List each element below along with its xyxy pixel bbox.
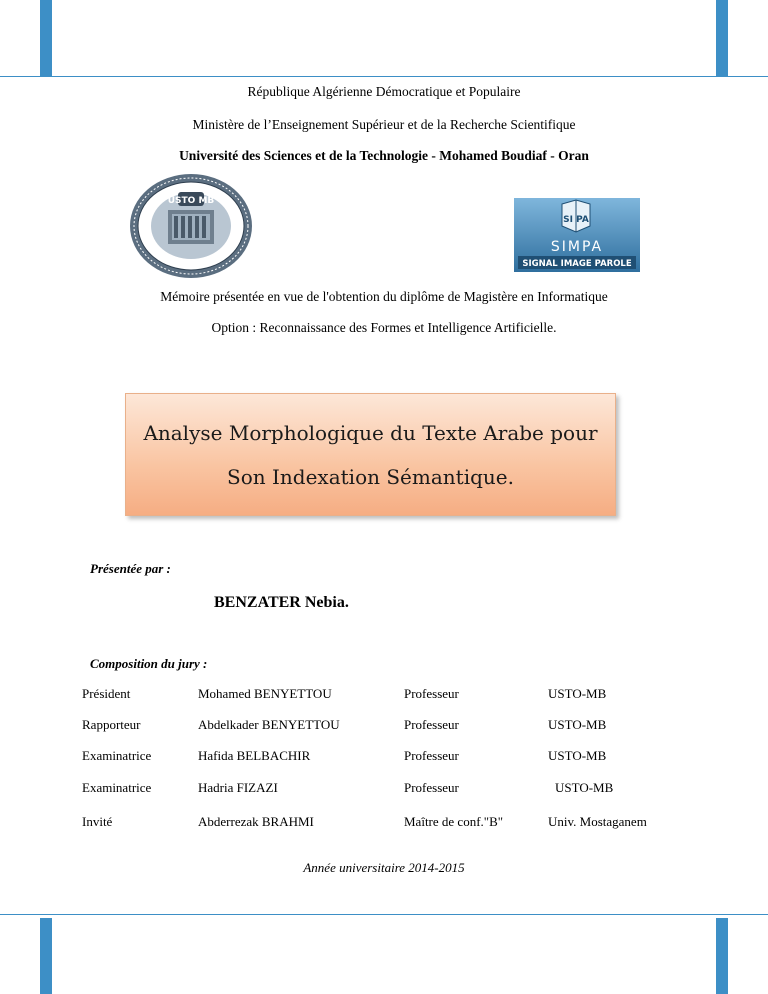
jury-name: Abderrezak BRAHMI: [198, 814, 314, 829]
jury-rank: Professeur: [404, 780, 459, 795]
frame-line-bottom: [0, 914, 768, 915]
jury-row: [0, 814, 768, 834]
simpa-logo: [514, 198, 640, 272]
jury-rank: Professeur: [404, 717, 459, 732]
jury-row: [0, 717, 768, 737]
jury-institution: USTO-MB: [548, 748, 607, 763]
jury-institution: USTO-MB: [548, 717, 607, 732]
jury-role: Examinatrice: [82, 748, 152, 763]
jury-name: Abdelkader BENYETTOU: [198, 717, 340, 732]
svg-text:SIMPA: SIMPA: [550, 239, 604, 255]
header-university: Université des Sciences et de la Technologie - Mohamed Boudiaf - Oran: [179, 148, 589, 163]
svg-text:SIGNAL IMAGE PAROLE: SIGNAL IMAGE PAROLE: [522, 259, 632, 269]
thesis-title-line1: Analyse Morphologique du Texte Arabe pour: [143, 420, 598, 445]
jury-row: [0, 686, 768, 706]
jury-role: Rapporteur: [82, 717, 141, 732]
jury-name: Hafida BELBACHIR: [198, 748, 311, 763]
jury-institution: USTO-MB: [555, 780, 614, 795]
jury-rank: Professeur: [404, 748, 459, 763]
jury-rank: Maître de conf."B": [404, 814, 504, 829]
frame-bar-top-right: [716, 0, 728, 76]
jury-row: [0, 780, 768, 800]
thesis-option: Option : Reconnaissance des Formes et Intelligence Artificielle.: [211, 320, 557, 335]
svg-text:SI PA: SI PA: [563, 215, 589, 225]
svg-text:USTO MB: USTO MB: [167, 196, 215, 206]
header-republic: République Algérienne Démocratique et Populaire: [247, 84, 521, 99]
presenter-name: BENZATER Nebia.: [214, 594, 349, 611]
thesis-purpose: Mémoire présentée en vue de l'obtention du diplôme de Magistère en Informatique: [160, 289, 608, 304]
academic-year: Année universitaire 2014-2015: [303, 860, 465, 875]
jury-institution: USTO-MB: [548, 686, 607, 701]
usto-logo: [128, 172, 254, 280]
jury-row: [0, 748, 768, 768]
jury-institution: Univ. Mostaganem: [548, 814, 647, 829]
frame-bar-bottom-left: [40, 918, 52, 994]
jury-role: Invité: [82, 814, 113, 829]
jury-name: Hadria FIZAZI: [198, 780, 278, 795]
frame-line-top: [0, 76, 768, 77]
jury-role: Président: [82, 686, 131, 701]
thesis-title-box: [125, 393, 616, 516]
jury-rank: Professeur: [404, 686, 459, 701]
frame-bar-bottom-right: [716, 918, 728, 994]
frame-bar-top-left: [40, 0, 52, 76]
jury-label: Composition du jury :: [90, 656, 208, 671]
jury-name: Mohamed BENYETTOU: [198, 686, 332, 701]
header-ministry: Ministère de l’Enseignement Supérieur et de la Recherche Scientifique: [192, 117, 576, 132]
jury-role: Examinatrice: [82, 780, 152, 795]
presented-by-label: Présentée par :: [90, 561, 171, 576]
thesis-title-line2: Son Indexation Sémantique.: [227, 464, 514, 489]
